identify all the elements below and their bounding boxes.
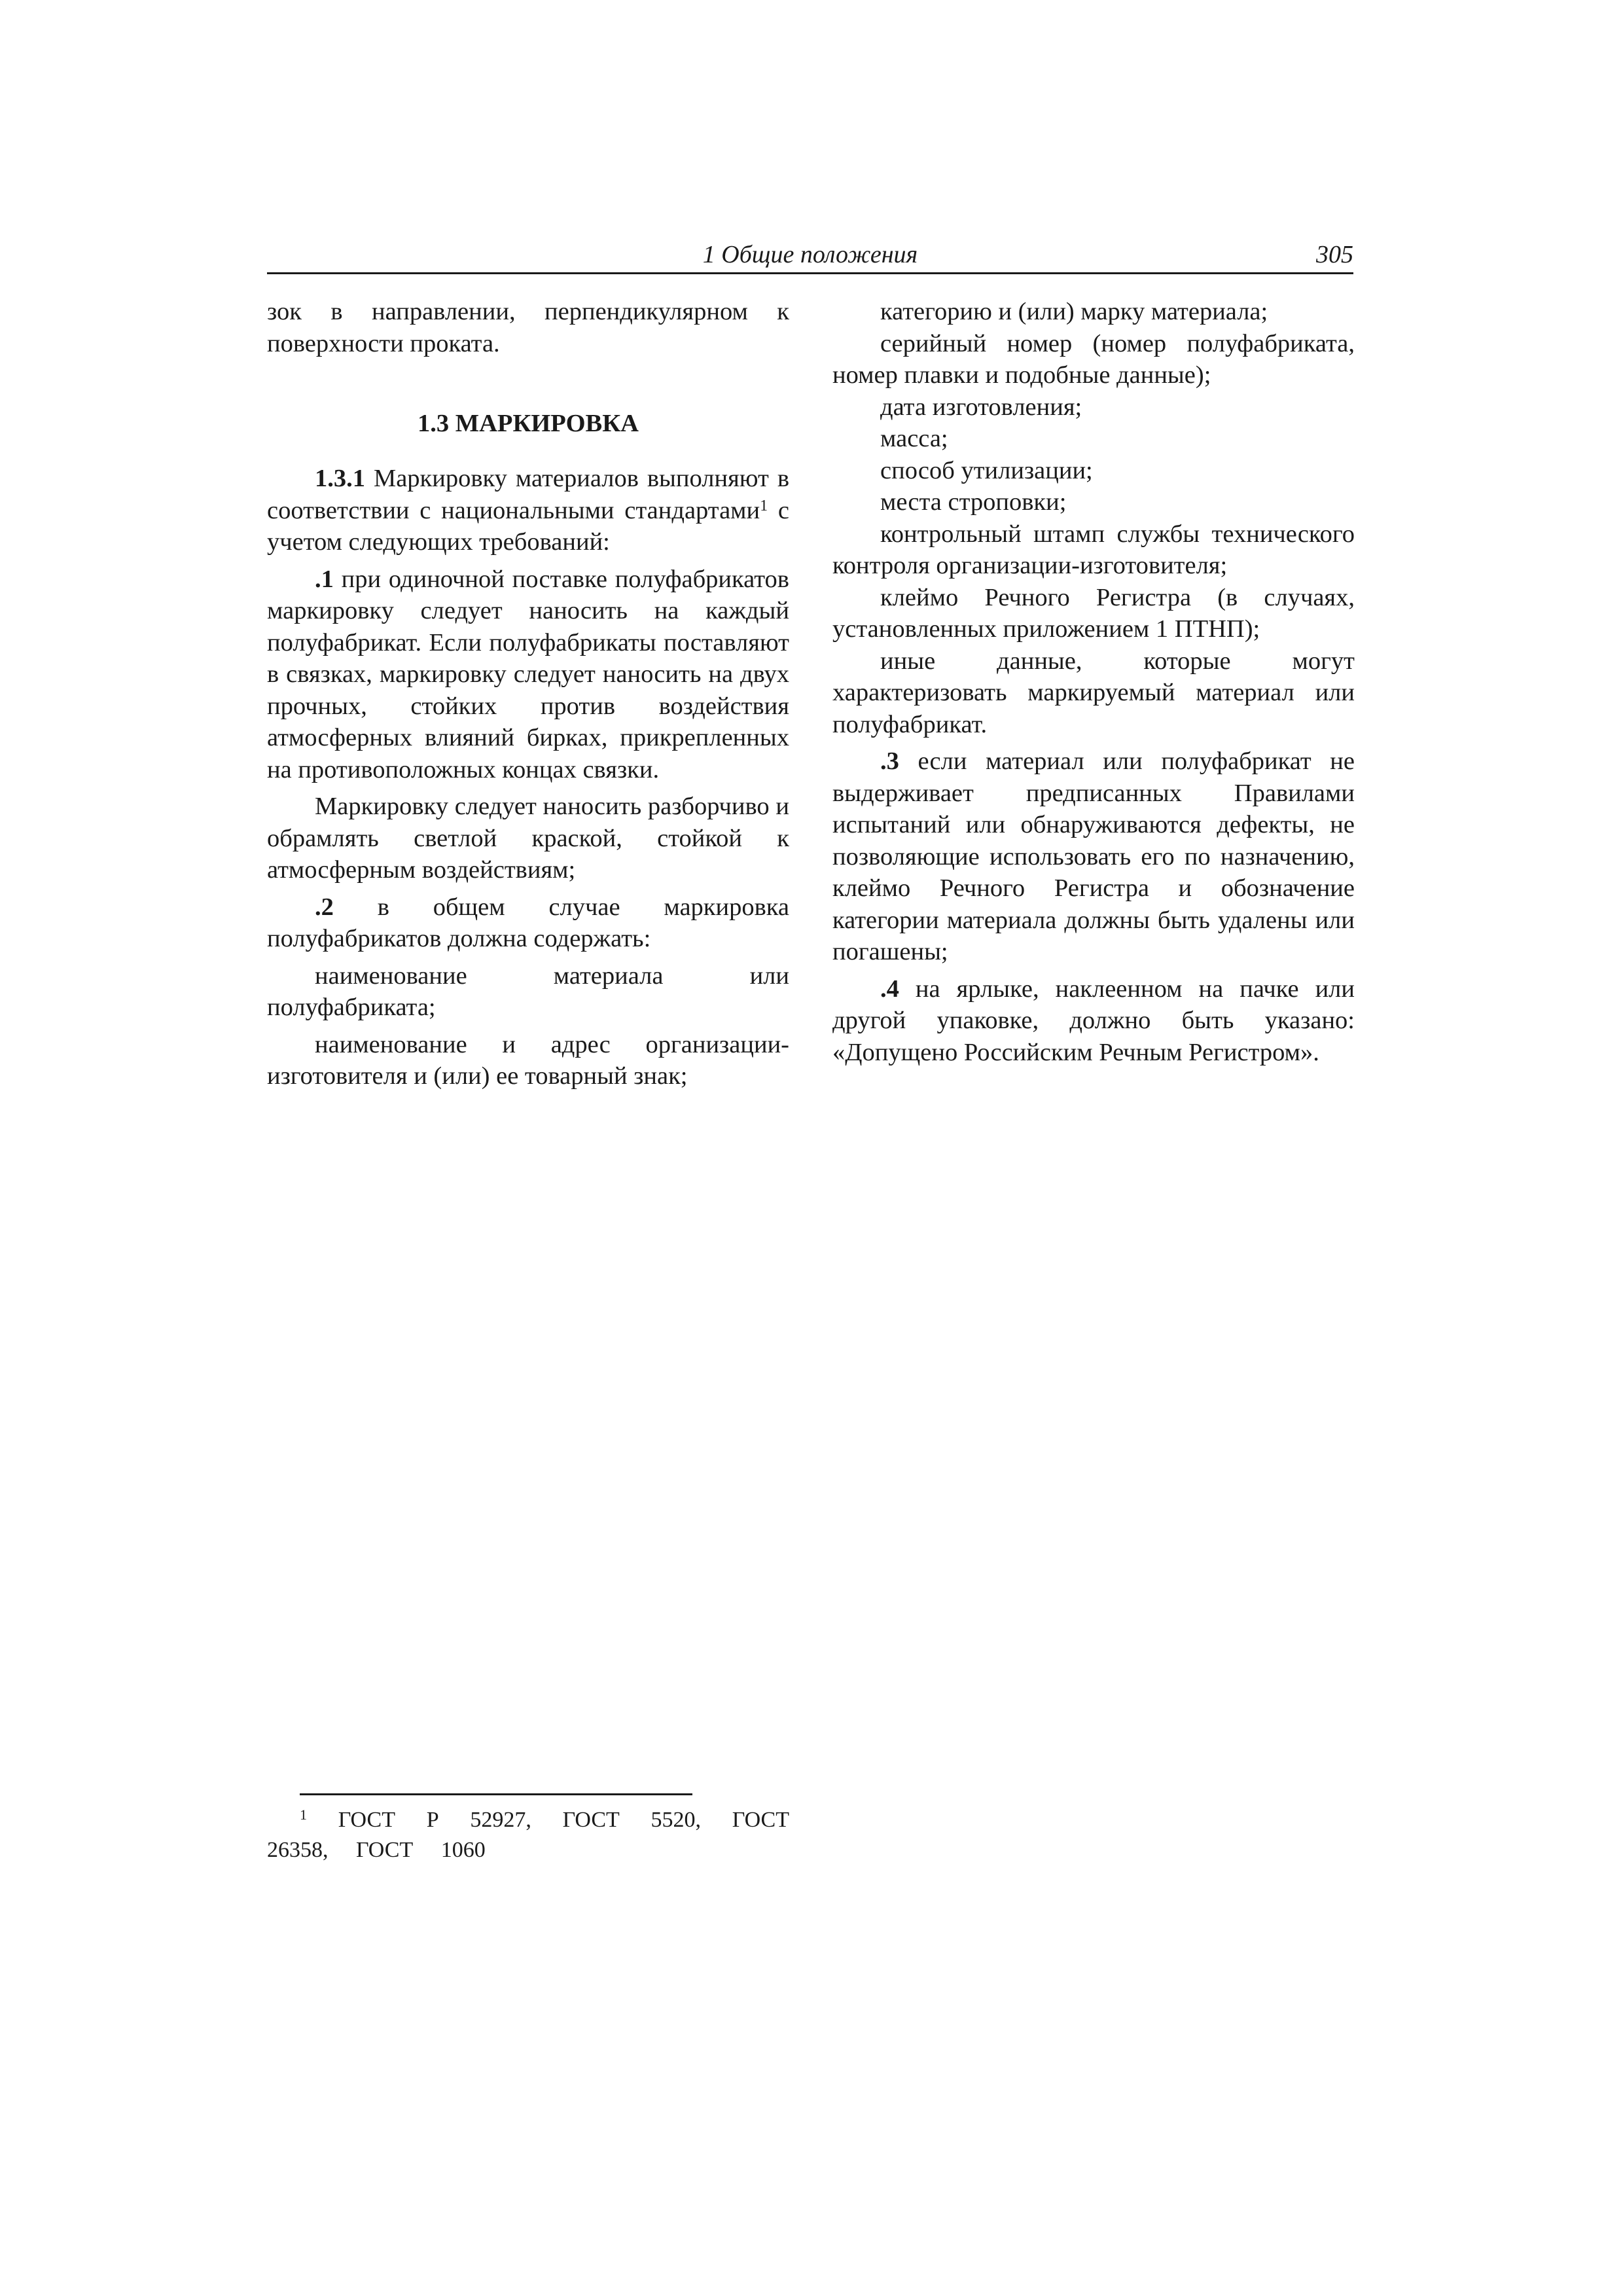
running-header — [267, 238, 1353, 274]
item-number: .4 — [880, 975, 899, 1003]
right-column — [832, 296, 1355, 1068]
clause-number: 1.3.1 — [315, 465, 365, 492]
page-number: 305 — [1316, 241, 1353, 268]
running-title: 1 Общие положения — [702, 241, 918, 268]
list-entry: иные данные, которые могут характеризовать маркируемый материал или полуфабрикат. — [832, 647, 1355, 738]
list-item-2 — [267, 891, 789, 955]
footnote-paragraph — [267, 1805, 789, 1865]
list-entry: наименование и адрес организации-изготовителя и (или) ее товарный знак; — [267, 1030, 789, 1090]
section-heading: 1.3 МАРКИРОВКА — [418, 410, 639, 437]
paragraph-text: если материал или полуфабрикат не выдерживает предписанных Правилами испытаний или обнаруживаются дефекты, не позволяющие использовать его по назначению, клеймо Речного Регистра и обозначение категории материала должны быть удалены или погашены; — [832, 747, 1355, 965]
list-item-4 — [832, 973, 1355, 1069]
paragraph-text: Маркировку материалов выполняют в соответствии с национальными стандартами — [267, 465, 789, 524]
list-item-3 — [832, 745, 1355, 968]
footnote-reference: 1 — [760, 497, 768, 514]
list-item-1 — [267, 564, 789, 786]
footnote-text: ГОСТ Р 52927, ГОСТ 5520, ГОСТ 26358, ГОСТ 1060 — [267, 1808, 789, 1862]
paragraph-text: на ярлыке, наклеенном на пачке или другой упаковке, должно быть указано: «Допущено Российским Речным Регистром». — [832, 975, 1355, 1066]
list-entry: категорию и (или) марку материала; — [880, 298, 1268, 325]
list-entry: дата изготовления; — [880, 393, 1082, 421]
list-entry: серийный номер (номер полуфабриката, номер плавки и подобные данные); — [832, 329, 1355, 389]
paragraph-text: при одиночной поставке полуфабрикатов маркировку следует наносить на каждый полуфабрикат. Если полуфабрикаты поставляют в связках, маркировку следует наносить на двух прочных, стойких против воздействия атмосферных влияний бирках, прикрепленных на противоположных концах связки. — [267, 565, 789, 783]
paragraph: Маркировку следует наносить разборчиво и обрамлять светлой краской, стойкой к атмосферным воздействиям; — [267, 793, 789, 884]
footnote-divider — [300, 1793, 692, 1795]
list-entry: клеймо Речного Регистра (в случаях, установленных приложением 1 ПТНП); — [832, 583, 1355, 643]
list-entry: места строповки; — [880, 488, 1067, 516]
footnote-marker: 1 — [300, 1806, 307, 1823]
paragraph-text: с учетом следующих требований: — [267, 496, 790, 556]
list-entry: наименование материала или полуфабриката; — [267, 961, 789, 1021]
item-number: .2 — [315, 893, 334, 921]
list-entry: контрольный штамп службы технического контроля организации-изготовителя; — [832, 520, 1355, 579]
left-column — [267, 296, 789, 1092]
list-entry: способ утилизации; — [880, 456, 1093, 484]
paragraph-1-3-1 — [267, 463, 789, 558]
list-entry: масса; — [880, 425, 948, 452]
paragraph-text: в общем случае маркировка полуфабрикатов должна содержать: — [267, 893, 789, 952]
item-number: .1 — [315, 565, 334, 593]
item-number: .3 — [880, 747, 899, 775]
paragraph-continuation: зок в направлении, перпендикулярном к поверхности проката. — [267, 298, 789, 357]
footnote — [267, 1805, 789, 1865]
